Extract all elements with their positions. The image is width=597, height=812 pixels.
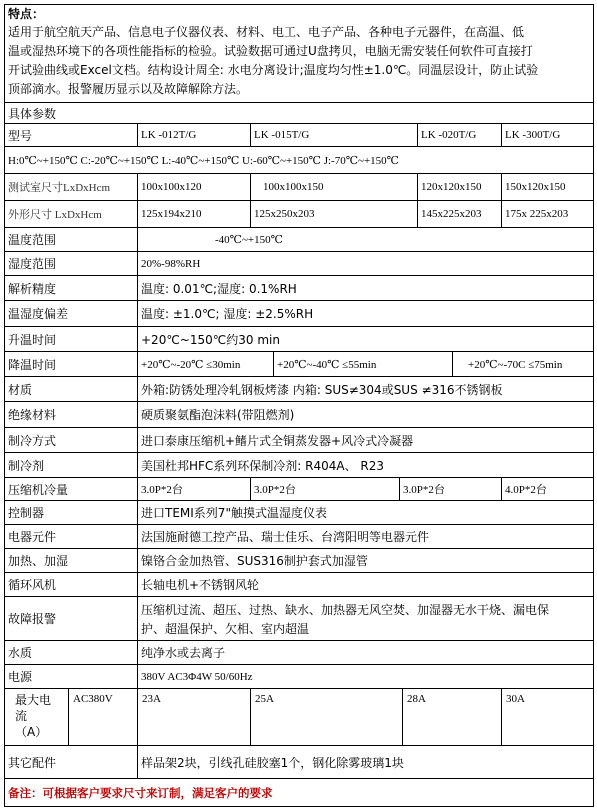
compressor-value: 3.0P*2台: [250, 477, 400, 501]
cooling-time-label: 降温时间: [4, 351, 138, 377]
outer-size-value: 125x250x203: [250, 200, 418, 228]
cooling-method-label: 制冷方式: [4, 427, 138, 453]
max-current-value: 25A: [250, 688, 403, 746]
inner-size-value: 100x100x150: [250, 173, 418, 201]
fan-value: 长轴电机+不锈钢风轮: [137, 572, 594, 597]
heat-humid-label: 加热、加湿: [4, 548, 138, 573]
inner-size-value: 150x120x150: [501, 173, 594, 201]
material-label: 材质: [4, 376, 138, 402]
alarm-line: 压缩机过流、超压、过热、缺水、加热器无风空焚、加湿器无水干烧、漏电保: [141, 603, 550, 617]
outer-size-label: 外形尺寸 LxDxHcm: [4, 200, 138, 228]
resolution-label: 解析精度: [4, 275, 138, 301]
outer-size-value: 145x225x203: [417, 200, 502, 228]
cooling-time-value: +20℃~-20℃ ≤30min: [137, 351, 274, 377]
power-value: 380V AC3Φ4W 50/60Hz: [137, 664, 594, 689]
alarm-line: 护、超温保护、欠相、室内超温: [141, 622, 310, 636]
controller-value: 进口TEMI系列7"触摸式温湿度仪表: [137, 500, 594, 525]
max-current-label: [4, 688, 69, 746]
accessories-value: 样品架2块，引线孔硅胶塞1个，钢化除雾玻璃1块: [137, 745, 594, 779]
max-current-label-line: 最大电: [15, 693, 52, 707]
features-line: 顶部滴水。报警履历显示以及故障解除方法。: [8, 82, 249, 96]
temp-codes: H:0℃~+150℃ C:-20℃~+150℃ L:-40℃~+150℃ U:-60℃~+150℃ J:-70℃~+150℃: [4, 146, 594, 174]
max-current-value: 23A: [137, 688, 251, 746]
model-label: 型号: [4, 123, 138, 147]
electrical-value: 法国施耐德工控产品、瑞士佳乐、台湾阳明等电器元件: [137, 524, 594, 549]
specs-title: 具体参数: [4, 102, 594, 124]
max-current-label-line: 流: [15, 709, 28, 723]
max-current-value: 28A: [402, 688, 502, 746]
max-current-value: 30A: [501, 688, 594, 746]
humidity-range-value: 20%-98%RH: [137, 251, 594, 276]
model-value: LK -015T/G: [250, 123, 418, 147]
cooling-time-value: +20℃~-70C ≤75min: [452, 351, 594, 377]
power-label: 电源: [4, 664, 138, 689]
refrigerant-label: 制冷剂: [4, 452, 138, 478]
electrical-label: 电器元件: [4, 524, 138, 549]
fan-label: 循环风机: [4, 572, 138, 597]
note: 备注：可根据客户要求尺寸来订制，满足客户的要求: [4, 778, 594, 807]
heat-humid-value: 镍铬合金加热管、SUS316制护套式加湿管: [137, 548, 594, 573]
heating-time-value: +20℃~150℃约30 min: [137, 326, 594, 352]
max-current-voltage: AC380V: [68, 688, 138, 746]
insulation-label: 绝缘材料: [4, 401, 138, 428]
resolution-value: 温度: 0.01℃;湿度: 0.1%RH: [137, 275, 594, 301]
deviation-label: 温湿度偏差: [4, 300, 138, 327]
compressor-value: 3.0P*2台: [399, 477, 502, 501]
model-value: LK -020T/G: [417, 123, 502, 147]
compressor-label: 压缩机冷量: [4, 477, 138, 501]
compressor-value: 3.0P*2台: [137, 477, 251, 501]
inner-size-label: 测试室尺寸LxDxHcm: [4, 173, 138, 201]
cooling-time-value: +20℃~-40℃ ≤55min: [273, 351, 453, 377]
model-value: LK -300T/G: [501, 123, 594, 147]
cooling-method-value: 进口泰康压缩机+鳍片式全铜蒸发器+风冷式冷凝器: [137, 427, 594, 453]
features-line: 温或湿热环境下的各项性能指标的检验。试验数据可通过U盘拷贝，电脑无需安装任何软件可直接打: [8, 44, 533, 58]
inner-size-value: 100x100x120: [137, 173, 251, 201]
material-value: 外箱:防锈处理冷轧钢板烤漆 内箱: SUS≠304或SUS ≠316不锈钢板: [137, 376, 594, 402]
controller-label: 控制器: [4, 500, 138, 525]
insulation-value: 硬质聚氨酯泡沫料(带阻燃剂): [137, 401, 594, 428]
alarm-label: 故障报警: [4, 596, 138, 641]
features-line: 开试验曲线或Excel文档。结构设计周全: 水电分离设计;温度均匀性±1.0℃。同温层设计，防止试验: [8, 63, 539, 77]
compressor-value: 4.0P*2台: [501, 477, 594, 501]
features-title: 特点：: [8, 7, 45, 21]
heating-time-label: 升温时间: [4, 326, 138, 352]
features-block: [4, 4, 594, 103]
outer-size-value: 175x 225x203: [501, 200, 594, 228]
deviation-value: 温度: ±1.0℃; 湿度: ±2.5%RH: [137, 300, 594, 327]
water-label: 水质: [4, 640, 138, 665]
temp-range-label: 温度范围: [4, 227, 138, 252]
inner-size-value: 120x120x150: [417, 173, 502, 201]
accessories-label: 其它配件: [4, 745, 138, 779]
temp-range-value: -40℃~+150℃: [137, 227, 594, 252]
water-value: 纯净水或去离子: [137, 640, 594, 665]
outer-size-value: 125x194x210: [137, 200, 251, 228]
humidity-range-label: 湿度范围: [4, 251, 138, 276]
model-value: LK -012T/G: [137, 123, 251, 147]
refrigerant-value: 美国杜邦HFC系列环保制冷剂: R404A、 R23: [137, 452, 594, 478]
max-current-label-line: （A）: [15, 725, 48, 739]
features-line: 适用于航空航天产品、信息电子仪器仪表、材料、电工、电子产品、各种电子元器件，在高温、低: [8, 25, 525, 39]
alarm-value: [137, 596, 594, 641]
